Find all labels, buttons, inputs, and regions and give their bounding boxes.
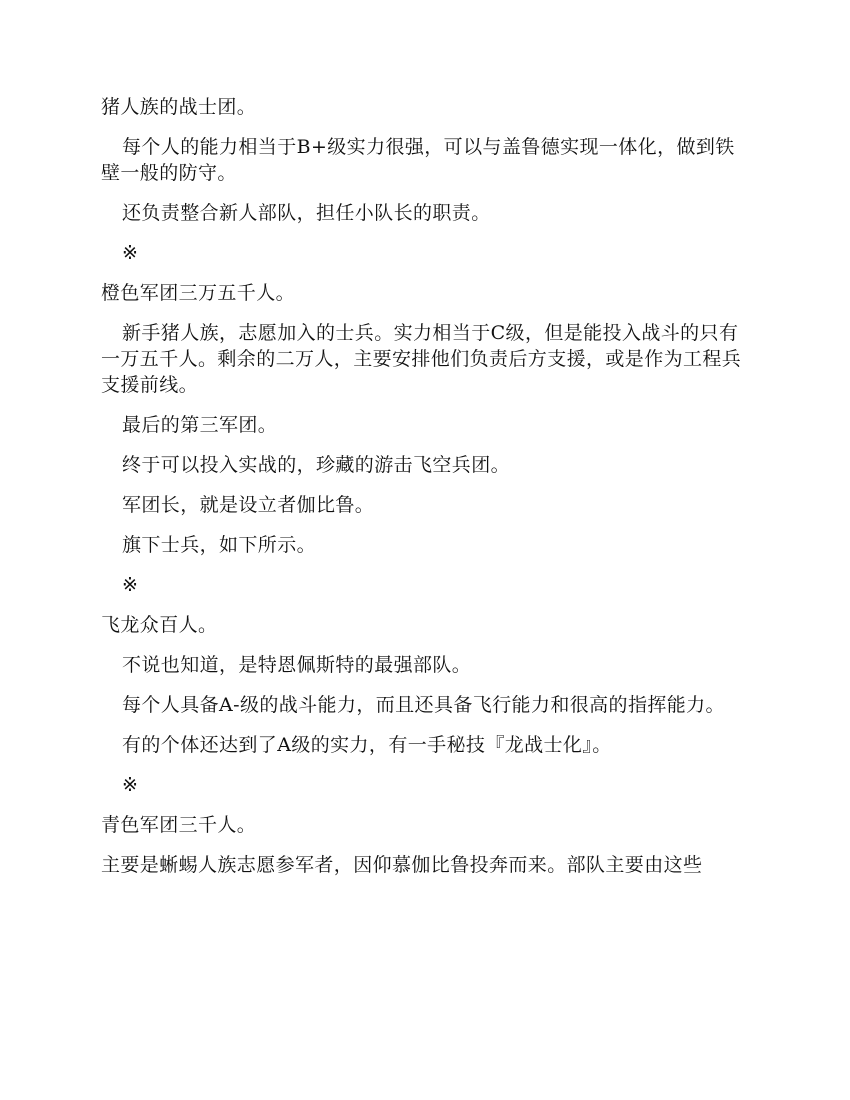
paragraph: 每个人具备A-级的战斗能力，而且还具备飞行能力和很高的指挥能力。 xyxy=(122,694,725,716)
paragraph: 主要是蜥蜴人族志愿参军者，因仰慕伽比鲁投奔而来。部队主要由这些 xyxy=(101,854,703,876)
paragraph: 猪人族的战士团。 xyxy=(101,96,257,118)
paragraph: 新手猪人族，志愿加入的士兵。实力相当于C级，但是能投入战斗的只有一万五千人。剩余的二万人，主要安排他们负责后方支援，或是作为工程兵支援前线。 xyxy=(101,322,742,396)
paragraph: 不说也知道，是特恩佩斯特的最强部队。 xyxy=(122,654,472,676)
paragraph: 还负责整合新人部队，担任小队长的职责。 xyxy=(122,202,491,224)
paragraph: 军团长，就是设立者伽比鲁。 xyxy=(122,494,375,516)
section-separator: ※ xyxy=(122,242,139,264)
paragraph: 最后的第三军团。 xyxy=(122,414,278,436)
section-separator: ※ xyxy=(122,774,139,796)
paragraph: 每个人的能力相当于B+级实力很强，可以与盖鲁德实现一体化，做到铁壁一般的防守。 xyxy=(101,136,735,184)
document-body xyxy=(101,94,751,892)
paragraph: 旗下士兵，如下所示。 xyxy=(122,534,317,556)
paragraph: 有的个体还达到了A级的实力，有一手秘技『龙战士化』。 xyxy=(122,734,612,756)
paragraph: 橙色军团三万五千人。 xyxy=(101,282,296,304)
paragraph: 青色军团三千人。 xyxy=(101,814,257,836)
paragraph: 飞龙众百人。 xyxy=(101,614,218,636)
section-separator: ※ xyxy=(122,574,139,596)
paragraph: 终于可以投入实战的，珍藏的游击飞空兵团。 xyxy=(122,454,511,476)
